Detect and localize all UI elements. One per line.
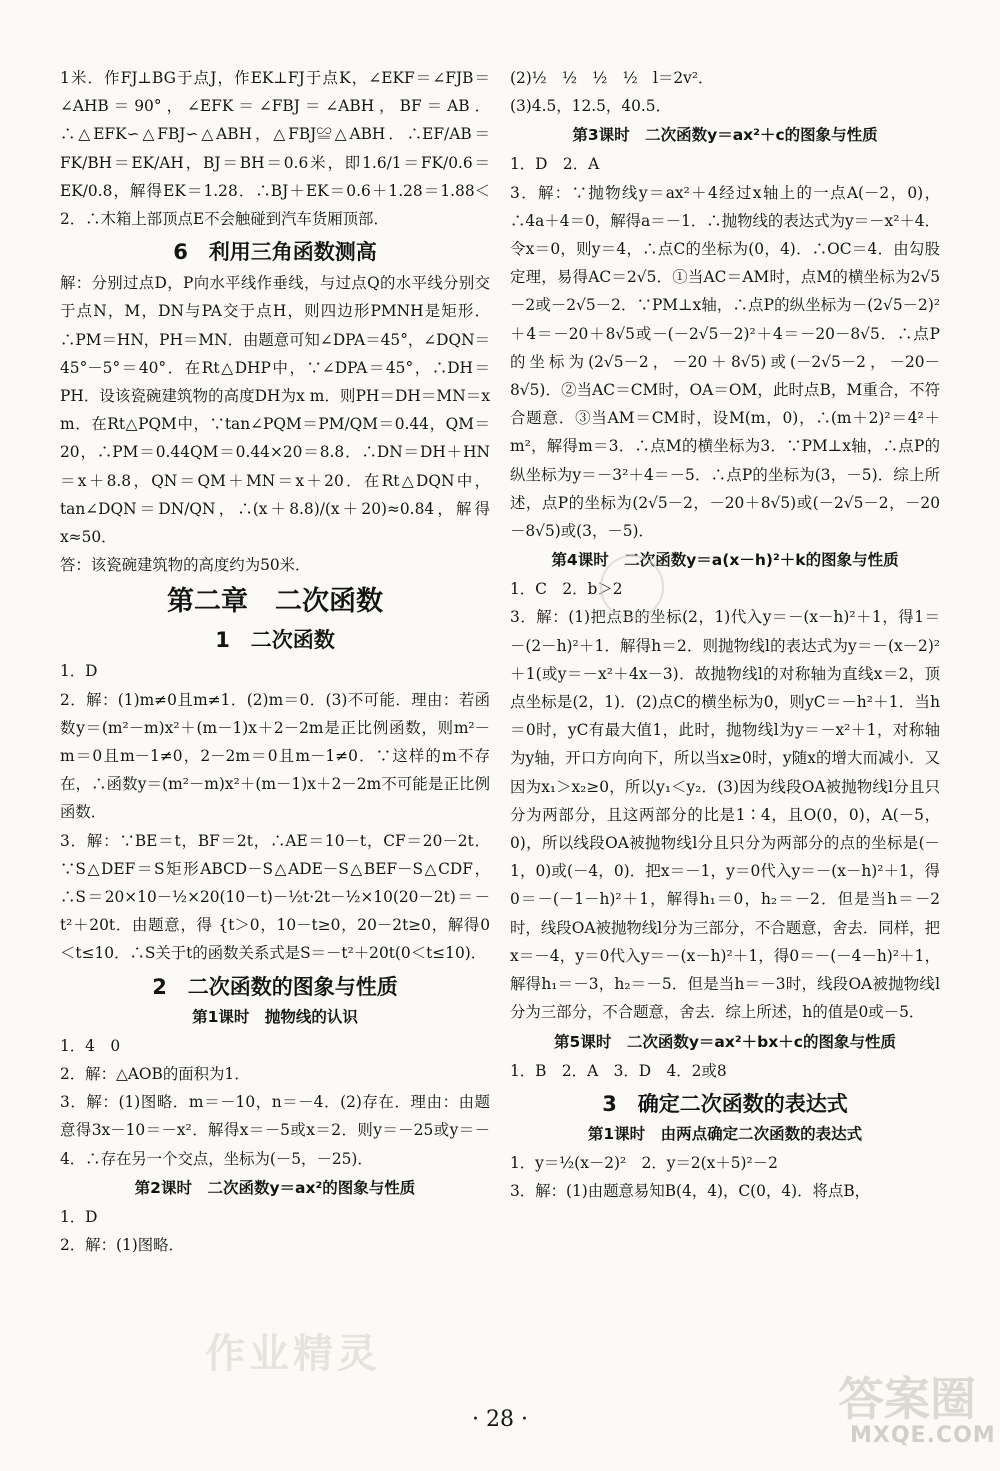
lesson-title: 第3课时 二次函数y＝ax²＋c的图象与性质 (572, 126, 878, 145)
right-column (510, 64, 940, 1205)
answer-paragraph: 1米．作FJ⊥BG于点J，作EK⊥FJ于点K，∠EKF＝∠FJB＝∠AHB＝90°，∠EFK＝∠FBJ＝∠ABH，BF＝AB．∴△EFK∽△FBJ∽△ABH，△FBJ≌△ABH．∴EF/AB＝FK/BH＝EK/AH，BJ＝BH＝0.6米，即1.6/1＝FK/0.6＝EK/0.8，解得EK＝1.28．∴BJ＋EK＝0.6＋1.28＝1.88＜2．∴木箱上部顶点E不会触碰到汽车货厢顶部． (60, 69, 490, 229)
answer-paragraph: 1．D 2．A (510, 155, 600, 174)
lesson-title: 第5课时 二次函数y＝ax²＋bx＋c的图象与性质 (554, 1032, 896, 1051)
answer-paragraph: 1．D (60, 1207, 98, 1226)
chapter-title: 第二章 二次函数 (167, 586, 383, 618)
section-title: 3 确定二次函数的表达式 (602, 1091, 848, 1116)
section-title: 6 利用三角函数测高 (173, 240, 377, 265)
answer-paragraph: 3．解：(1)由题意易知B(4，4)，C(0，4)．将点B， (510, 1181, 871, 1200)
lesson-title: 第1课时 抛物线的认识 (192, 1007, 358, 1026)
answer-paragraph: (2)½ ½ ½ ½ l＝2v²． (510, 69, 714, 87)
page-number: · 28 · (472, 1407, 528, 1432)
answer-paragraph: 1．D (60, 662, 98, 681)
stamp-mark (600, 555, 664, 619)
answer-paragraph: 1．B 2．A 3．D 4．2或8 (510, 1061, 727, 1080)
answer-paragraph: 3．解：(1)图略．m＝－10，n＝－4．(2)存在．理由：由题意得3x－10＝－x²．解得x＝－5或x＝2．则y＝－25或y＝－4．∴存在另一个交点，坐标为(－5，－25)． (60, 1093, 490, 1168)
answer-paragraph: (3)4.5，12.5，40.5． (510, 97, 671, 116)
lesson-title: 第1课时 由两点确定二次函数的表达式 (587, 1124, 863, 1143)
answer-paragraph: 2．解：(1)m≠0且m≠1．(2)m＝0．(3)不可能．理由：若函数y＝(m²－m)x²＋(m－1)x＋2－2m是正比例函数，则m²－m＝0且m－1≠0，2－2m＝0且m－1≠0．∵这样的m不存在，∴函数y＝(m²－m)x²＋(m－1)x＋2－2m不可能是正比例函数． (60, 690, 490, 822)
answer-paragraph: 2．解：(1)图略． (60, 1235, 184, 1254)
watermark-logo (832, 1353, 996, 1463)
watermark-bottom: 作业精灵 (205, 1331, 381, 1377)
answer-paragraph: 解：分别过点D，P向水平线作垂线，与过点Q的水平线分别交于点N，M，DN与PA交于点H，则四边形PMNH是矩形．∴PM＝HN，PH＝MN．由题意可知∠DPA＝45°，∠DQN＝45°－5°＝40°．在Rt△DHP中，∵∠DPA＝45°，∴DH＝PH．设该瓷碗建筑物的高度DH为x m．则PH＝DH＝MN＝x m．在Rt△PQM中，∵tan∠PQM＝PM/QM＝0.44，QM＝20，∴PM＝0.44QM＝0.44×20＝8.8．∴DN＝DH＋HN＝x＋8.8，QN＝QM＋MN＝x＋20．在Rt△DQN中，tan∠DQN＝DN/QN，∴(x＋8.8)/(x＋20)≈0.84，解得x≈50． (60, 274, 490, 547)
answer-paragraph: 1．4 0 (60, 1036, 121, 1055)
watermark-logo-text: 答案圈 (838, 1372, 976, 1426)
answer-paragraph: 3．解：(1)把点B的坐标(2，1)代入y＝－(x－h)²＋1，得1＝－(2－h)²＋1．解得h＝2．则抛物线l的表达式为y＝－(x－2)²＋1(或y＝－x²＋4x－3)．故抛物线l的对称轴为直线x＝2，顶点坐标是(2，1)．(2)点C的横坐标为0，则yC＝－h²＋1．当h＝0时，yC有最大值1，此时，抛物线l为y＝－x²＋1，对称轴为y轴，开口方向向下，所以当x≥0时，y随x的增大而减小．又因为x₁＞x₂≥0，所以y₁＜y₂．(3)因为线段OA被抛物线l分且只分为两部分，且这两部分的比是1∶4，且O(0，0)，A(－5，0)，所以线段OA被抛物线l分且只分为两部分的点的坐标是(－1，0)或(－4，0)．把x＝－1，y＝0代入y＝－(x－h)²＋1，得0＝－(－1－h)²＋1，解得h₁＝0，h₂＝－2．但是当h＝－2时，线段OA被抛物线l分为三部分，不合题意，舍去．同样，把x＝－4，y＝0代入y＝－(x－h)²＋1，得0＝－(－4－h)²＋1，解得h₁＝－3，h₂＝－5．但是当h＝－3时，线段OA被抛物线l分为三部分，不合题意，舍去．综上所述，h的值是0或－5． (510, 608, 940, 1022)
section-title: 1 二次函数 (215, 628, 335, 653)
watermark-logo-url: MXQE.COM (850, 1423, 996, 1448)
answer-paragraph: 1．C 2．b＞2 (510, 580, 623, 599)
section-title: 2 二次函数的图象与性质 (152, 974, 398, 999)
answer-paragraph: 1．y＝½(x－2)² 2．y＝2(x＋5)²－2 (510, 1153, 778, 1172)
left-column (60, 64, 490, 1259)
answer-paragraph: 答：该瓷碗建筑物的高度约为50米． (60, 556, 311, 575)
answer-paragraph: 2．解：△AOB的面积为1． (60, 1064, 250, 1083)
lesson-title: 第2课时 二次函数y＝ax²的图象与性质 (134, 1178, 416, 1197)
answer-paragraph: 3．解：∵BE＝t，BF＝2t，∴AE＝10－t，CF＝20－2t．∵S△DEF＝S矩形ABCD－S△ADE－S△BEF－S△CDF，∴S＝20×10－½×20(10－t)－½t·2t－½×10(20－2t)＝－t²＋20t．由题意，得 {t＞0，10－t≥0，20－2t≥0，解得0＜t≤10．∴S关于t的函数关系式是S＝－t²＋20t(0＜t≤10)． (60, 831, 490, 963)
lesson-title: 第4课时 二次函数y＝a(x－h)²＋k的图象与性质 (551, 551, 899, 570)
answer-paragraph: 3．解：∵抛物线y＝ax²＋4经过x轴上的一点A(－2，0)，∴4a＋4＝0，解得a＝－1．∴抛物线的表达式为y＝－x²＋4．令x＝0，则y＝4，∴点C的坐标为(0，4)．∴OC＝4．由勾股定理，易得AC＝2√5．①当AC＝AM时，点M的横坐标为2√5－2或－2√5－2．∵PM⊥x轴，∴点P的纵坐标为－(2√5－2)²＋4＝－20＋8√5或－(－2√5－2)²＋4＝－20－8√5．∴点P的坐标为(2√5－2，－20＋8√5)或(－2√5－2，－20－8√5)．②当AC＝CM时，OA＝OM，此时点B，M重合，不符合题意．③当AM＝CM时，设M(m，0)，∴(m＋2)²＝4²＋m²，解得m＝3．∴点M的横坐标为3．∵PM⊥x轴，∴点P的纵坐标为y＝－3²＋4＝－5．∴点P的坐标为(3，－5)．综上所述，点P的坐标为(2√5－2，－20＋8√5)或(－2√5－2，－20－8√5)或(3，－5)． (510, 183, 940, 541)
